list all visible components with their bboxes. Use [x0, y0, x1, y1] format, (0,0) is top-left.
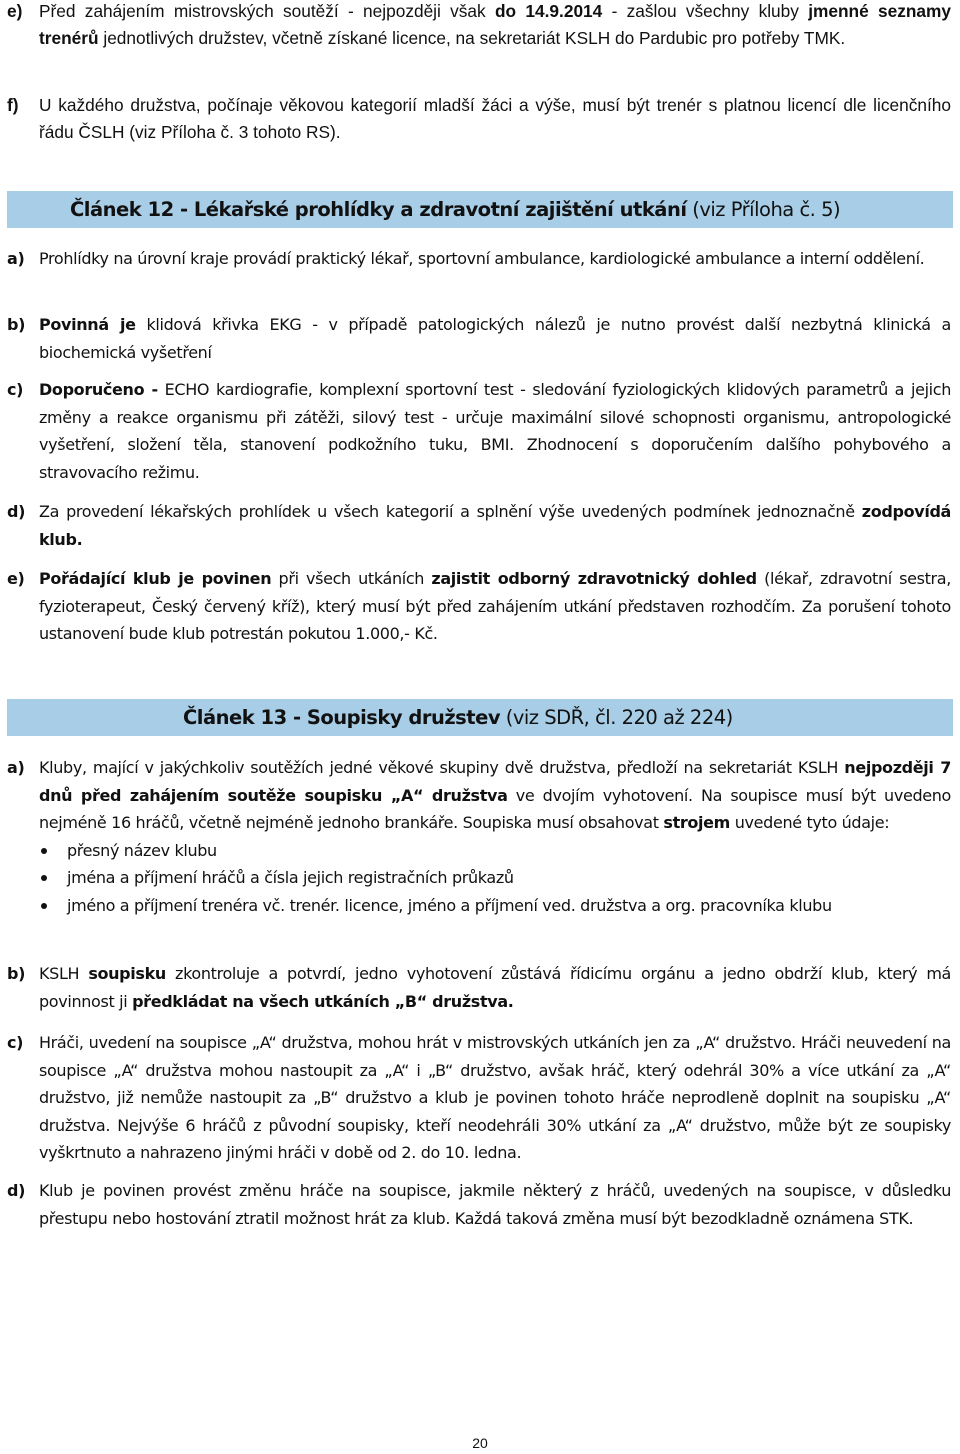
list-item: jméno a příjmení trenéra vč. trenér. licence, jméno a příjmení ved. družstva a org. pracovníka klubu — [39, 892, 951, 920]
article-13-item-b — [7, 960, 951, 1015]
article-13-item-c — [7, 1029, 951, 1167]
top-item-e — [7, 0, 951, 52]
item-label: c) — [7, 1033, 24, 1052]
item-label: d) — [7, 502, 26, 521]
item-label: f) — [7, 95, 19, 115]
page-number: 20 — [472, 1435, 488, 1451]
article-12-title: Článek 12 - Lékařské prohlídky a zdravotní zajištění utkání — [70, 198, 687, 221]
item-label: d) — [7, 1181, 26, 1200]
article-13-title: Článek 13 - Soupisky družstev — [183, 706, 501, 729]
article-13-heading — [7, 699, 953, 736]
item-text: Povinná je klidová křivka EKG - v případě patologických nálezů je nutno provést další nezbytná klinická a biochemická vyšetření — [39, 315, 951, 362]
item-text: Za provedení lékařských prohlídek u všech kategorií a splnění výše uvedených podmínek jednoznačně zodpovídá klub. — [39, 502, 951, 549]
item-label: b) — [7, 315, 26, 334]
item-text: KSLH soupisku zkontroluje a potvrdí, jedno vyhotovení zůstává řídicímu orgánu a jedno obdrží klub, který má povinnost ji předkládat na všech utkáních „B“ družstva. — [39, 964, 952, 1011]
item-text: Klub je povinen provést změnu hráče na soupisce, jakmile některý z hráčů, uvedených na soupisce, v důsledku přestupu nebo hostování ztratil možnost hrát za klub. Každá taková změna musí být bezodkladně oznámena STK. — [39, 1181, 951, 1228]
list-item: přesný název klubu — [39, 837, 951, 865]
item-label: e) — [7, 1, 23, 21]
article-12-item-c — [7, 376, 951, 486]
article-13-item-a — [7, 754, 951, 919]
article-13-reference: (viz SDŘ, čl. 220 až 224) — [500, 706, 733, 729]
item-label: a) — [7, 249, 25, 268]
item-text: Pořádající klub je povinen při všech utkáních zajistit odborný zdravotnický dohled (lékař, zdravotní sestra, fyzioterapeut, Český červený kříž), který musí být před zahájením utkání představen rozhodčím. Za porušení tohoto ustanovení bude klub potrestán pokutou 1.000,- Kč. — [39, 569, 951, 643]
item-label: c) — [7, 380, 24, 399]
list-item: jména a příjmení hráčů a čísla jejich registračních průkazů — [39, 864, 951, 892]
article-12-reference: (viz Příloha č. 5) — [686, 198, 841, 221]
article-13-item-d — [7, 1177, 951, 1232]
required-fields-list — [39, 837, 951, 920]
item-text: Před zahájením mistrovských soutěží - nejpozději však do 14.9.2014 - zašlou všechny kluby jmenné seznamy trenérů jednotlivých družstev, včetně získané licence, na sekretariát KSLH do Pardubic pro potřeby TMK. — [39, 1, 952, 48]
item-text: Prohlídky na úrovní kraje provádí praktický lékař, sportovní ambulance, kardiologické ambulance a interní oddělení. — [39, 249, 925, 268]
article-12-heading — [7, 191, 953, 228]
item-label: e) — [7, 569, 25, 588]
item-label: a) — [7, 758, 25, 777]
item-text: Hráči, uvedení na soupisce „A“ družstva, mohou hrát v mistrovských utkáních jen za „A“ družstvo. Hráči neuvedení na soupisce „A“ družstva mohou nastoupit za „A“ i „B“ družstvo, avšak hráč, který odehrál 30% a více utkání za „A“ družstvo, již nemůže nastoupit za „B“ družstvo a klub je povinen tohoto hráče neprodleně doplnit na soupisku „A“ družstva. Nejvýše 6 hráčů z původní soupisky, kteří neodehráli 30% utkání za „A“ družstvo, může být ze soupisky vyškrtnuto a nahrazeno jinými hráči v době od 2. do 10. ledna. — [39, 1033, 951, 1162]
top-item-f — [7, 92, 951, 146]
item-text: U každého družstva, počínaje věkovou kategorií mladší žáci a výše, musí být trenér s platnou licencí dle licenčního řádu ČSLH (viz Příloha č. 3 tohoto RS). — [39, 95, 951, 142]
article-12-item-a — [7, 245, 951, 273]
item-text: Kluby, mající v jakýchkoliv soutěžích jedné věkové skupiny dvě družstva, předloží na sekretariát KSLH nejpozději 7 dnů před zahájením soutěže soupisku „A“ družstva ve dvojím vyhotovení. Na soupisce musí být uvedeno nejméně 16 hráčů, včetně nejméně jednoho brankáře. Soupiska musí obsahovat strojem uvedené tyto údaje: přesný název klubu jména a příjmení hráčů a čísla jejich registračních průkazů jméno a příjmení trenéra vč. trenér. licence, jméno a příjmení ved. družstva a org. pracovníka klubu — [39, 754, 951, 919]
article-12-item-d — [7, 498, 951, 553]
article-12-item-e — [7, 565, 951, 648]
item-label: b) — [7, 964, 26, 983]
article-12-item-b — [7, 311, 951, 366]
item-text: Doporučeno - ECHO kardiografie, komplexní sportovní test - sledování fyziologických klidových parametrů a jejich změny a reakce organismu při zátěži, silový test - určuje maximální silové schopnosti organismu, antropologické vyšetření, složení těla, stanovení podkožního tuku, BMI. Zhodnocení s doporučením dalšího pohybového a stravovacího režimu. — [39, 380, 951, 482]
